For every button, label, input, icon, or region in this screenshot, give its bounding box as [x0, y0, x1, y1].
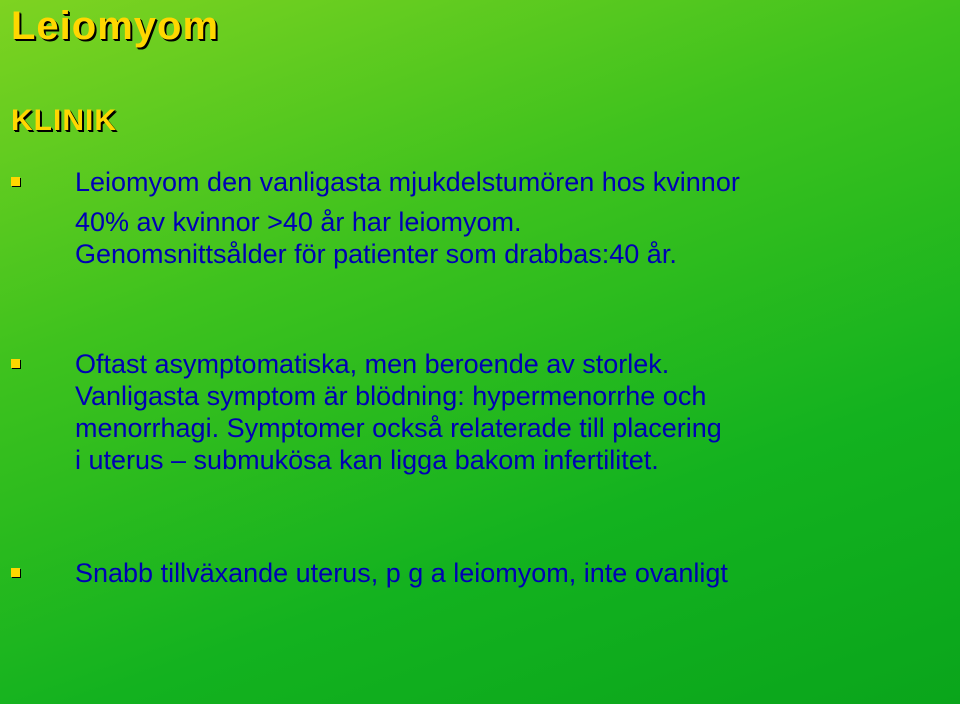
- bullet-1-line-3: Genomsnittsålder för patienter som drabbas:40 år.: [75, 239, 677, 269]
- bullet-2-line-1: Oftast asymptomatiska, men beroende av storlek.: [75, 349, 670, 379]
- bullet-2-line-2: Vanligasta symptom är blödning: hypermenorrhe och: [75, 381, 707, 411]
- bullet-2-line-3: menorrhagi. Symptomer också relaterade till placering: [75, 413, 722, 443]
- bullet-1-line-2: 40% av kvinnor >40 år har leiomyom.: [75, 207, 522, 237]
- bullet-2-line-4: i uterus – submukösa kan ligga bakom infertilitet.: [75, 445, 659, 475]
- square-bullet-icon: [11, 568, 20, 577]
- square-bullet-icon: [11, 359, 20, 368]
- square-bullet-icon: [11, 177, 20, 186]
- bullet-1-line-1: Leiomyom den vanligasta mjukdelstumören hos kvinnor: [75, 167, 740, 197]
- slide-title: Leiomyom: [11, 4, 220, 48]
- section-heading: KLINIK: [11, 104, 117, 137]
- bullet-3-line-1: Snabb tillväxande uterus, p g a leiomyom, inte ovanligt: [75, 558, 728, 588]
